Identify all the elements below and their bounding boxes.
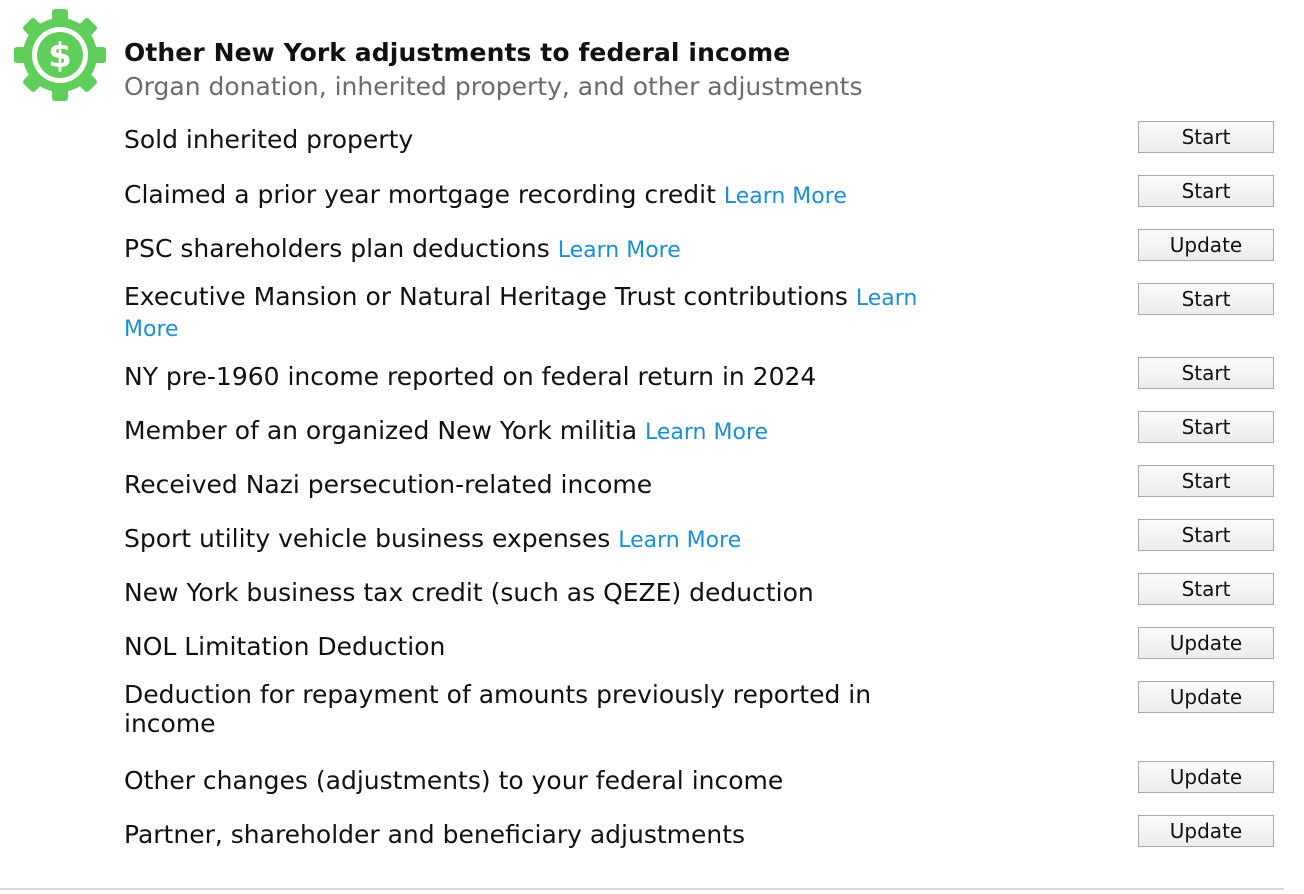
adjustment-item-label [124,524,944,555]
item-label-text: New York business tax credit (such as QEZE) deduction [124,578,814,607]
dollar-gear-icon [12,7,108,103]
adjustment-item-label [124,470,944,499]
adjustment-item-label [124,282,944,344]
page-title: Other New York adjustments to federal income [124,38,791,67]
adjustment-item-label [124,180,944,211]
start-button[interactable]: Start [1138,411,1274,443]
item-label-text: NY pre-1960 income reported on federal return in 2024 [124,362,817,391]
adjustment-item-label [124,680,944,738]
start-button[interactable]: Start [1138,573,1274,605]
divider [0,888,1284,890]
start-button[interactable]: Start [1138,283,1274,315]
learn-more-link[interactable]: Learn More [645,420,769,445]
start-button[interactable]: Start [1138,121,1274,153]
page-subtitle: Organ donation, inherited property, and other adjustments [124,72,863,101]
svg-text:$: $ [48,36,72,76]
adjustment-item-label [124,766,944,795]
start-button[interactable]: Start [1138,175,1274,207]
adjustment-item-label [124,362,944,391]
learn-more-link[interactable]: Learn More [557,238,681,263]
update-button[interactable]: Update [1138,761,1274,793]
update-button[interactable]: Update [1138,627,1274,659]
learn-more-link[interactable]: Learn More [124,286,918,342]
update-button[interactable]: Update [1138,815,1274,847]
item-label-text: Partner, shareholder and beneficiary adjustments [124,820,746,849]
item-label-text: Received Nazi persecution-related income [124,470,653,499]
adjustment-item-label [124,632,944,661]
item-label-text: NOL Limitation Deduction [124,632,446,661]
start-button[interactable]: Start [1138,465,1274,497]
adjustment-item-label [124,820,944,849]
item-label-text: Sold inherited property [124,125,414,154]
item-label-text: Deduction for repayment of amounts previously reported in income [124,680,872,738]
item-label-text: Claimed a prior year mortgage recording credit [124,180,716,209]
adjustment-item-label [124,234,944,265]
update-button[interactable]: Update [1138,229,1274,261]
learn-more-link[interactable]: Learn More [723,184,847,209]
adjustment-item-label [124,416,944,447]
learn-more-link[interactable]: Learn More [618,528,742,553]
update-button[interactable]: Update [1138,681,1274,713]
item-label-text: PSC shareholders plan deductions [124,234,550,263]
adjustment-item-label [124,125,944,154]
item-label-text: Member of an organized New York militia [124,416,638,445]
start-button[interactable]: Start [1138,519,1274,551]
item-label-text: Executive Mansion or Natural Heritage Trust contributions [124,282,848,311]
start-button[interactable]: Start [1138,357,1274,389]
item-label-text: Other changes (adjustments) to your federal income [124,766,784,795]
adjustment-item-label [124,578,944,607]
item-label-text: Sport utility vehicle business expenses [124,524,611,553]
